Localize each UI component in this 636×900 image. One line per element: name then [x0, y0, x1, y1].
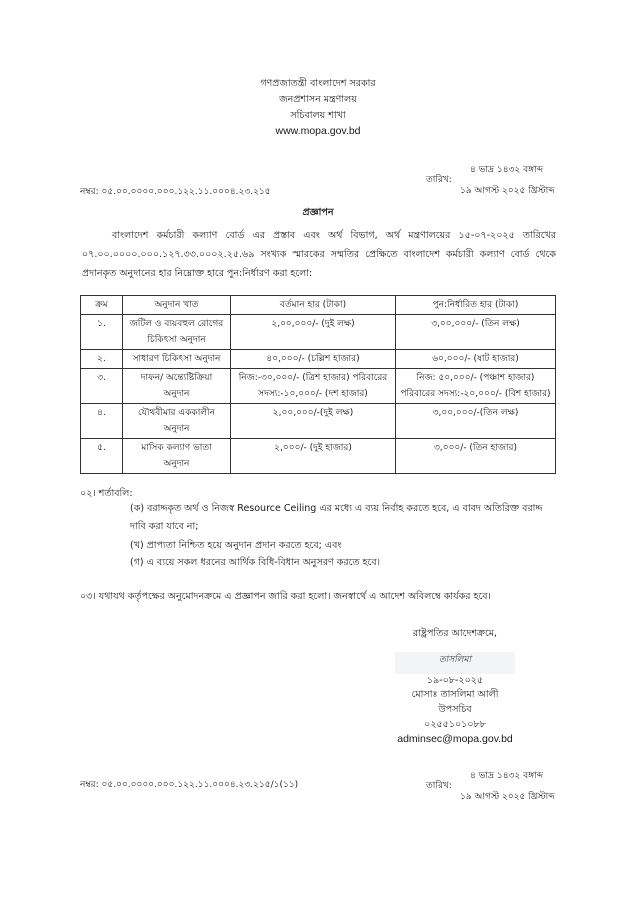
table-row [81, 315, 556, 350]
cell: ৫. [81, 439, 123, 474]
cell: জটিল ও ব্যয়বহুল রোগের চিকিৎসা অনুদান [123, 315, 231, 350]
table-row [81, 439, 556, 474]
table-row [81, 404, 556, 439]
cell: ২. [81, 350, 123, 369]
cell: ২,০০,০০০/-(দুই লক্ষ) [231, 404, 396, 439]
cell: যৌথবীমার এককালীন অনুদান [123, 404, 231, 439]
cell: সাধারণ চিকিৎসা অনুদান [123, 350, 231, 369]
column-header: বর্তমান হার (টাকা) [231, 296, 396, 315]
cell: নিজ:-৩০,০০০/- (ত্রিশ হাজার) পরিবারের সদস্য:-১০,০০০/- (দশ হাজার) [231, 369, 396, 404]
document-title: প্রজ্ঞাপন [302, 207, 334, 218]
column-header: পুন:নির্ধারিত হার (টাকা) [396, 296, 556, 315]
cell: নিজ: ৫০,০০০/- (পঞ্চাশ হাজার) পরিবারের সদস্য:-২০,০০০/- (বিশ হাজার) [396, 369, 556, 404]
cell: ৩,০০,০০০/-(তিন লক্ষ) [396, 404, 556, 439]
table-row [81, 350, 556, 369]
signatory-designation: উপসচিব [438, 704, 472, 715]
memo-number-2: নম্বর: ০৫.০০.০০০০.০০০.১২২.১১.০০০৪.২৩.২১৫/১(১১) [80, 780, 299, 790]
ministry-name: জনপ্রশাসন মন্ত্রণালয় [279, 94, 357, 105]
intro-paragraph: বাংলাদেশ কর্মচারী কল্যাণ বোর্ড এর প্রস্তাব এবং অর্থ বিভাগ, অর্থ মন্ত্রণালয়ের ১৫-০৭-২০২৫ তারিখের ০৭.০০.০০০০.০০০.১২৭.৩৩.০০০২.২৫.৬৯ সংখ্যক স্মারকের সম্মতির প্রেক্ষিতে বাংলাদেশ কর্মচারী কল্যাণ বোর্ড থেকে প্রদানকৃত অনুদানের হার নিম্নোক্ত হারে পুন:নির্ধারণ করা হলো: [82, 230, 556, 279]
date-label: তারিখ: [426, 175, 452, 185]
signature-image [395, 652, 515, 674]
signatory-email[interactable]: adminsec@mopa.gov.bd [397, 733, 513, 745]
cell: ২,০০,০০০/- (দুই লক্ষ) [231, 315, 396, 350]
condition-item: (ক) বরাদ্দকৃত অর্থ ও নিজস্ব Resource Ceiling এর মধ্যে এ ব্যয় নির্বাহ করতে হবে, এ বাবদ অতিরিক্ত বরাদ্দ দাবি করা যাবে না; [130, 503, 543, 532]
branch-name: সচিবালয় শাখা [290, 110, 346, 121]
grant-rates-table [80, 295, 556, 474]
cell: মাসিক কল্যাণ ভাতা অনুদান [123, 439, 231, 474]
condition-item: (খ) প্রাপ্যতা নিশ্চিত হয়ে অনুদান প্রদান করতে হবে; এবং [130, 540, 342, 551]
date-bangla-2: ৪ ভাদ্র ১৪৩২ বঙ্গাব্দ [470, 771, 544, 781]
signature-date: ১৯-০৮-২০২৫ [426, 675, 484, 686]
cell: ৩. [81, 369, 123, 404]
date-bangla: ৪ ভাদ্র ১৪৩২ বঙ্গাব্দ [470, 165, 544, 175]
cell: ২,০০০/- (দুই হাজার) [231, 439, 396, 474]
cell: ১. [81, 315, 123, 350]
cell: দাফন/ অন্ত্যেষ্টিক্রিয়া অনুদান [123, 369, 231, 404]
cell: ৩,০০,০০০/- (তিন লক্ষ) [396, 315, 556, 350]
date-english-2: ১৯ আগস্ট ২০২৫ খ্রিস্টাব্দ [460, 792, 555, 802]
condition-item: (গ) এ ব্যয়ে সকল ধরনের আর্থিক বিধি-বিধান অনুসরণ করতে হবে। [130, 557, 381, 568]
government-name: গণপ্রজাতন্ত্রী বাংলাদেশ সরকার [260, 78, 376, 89]
column-header: অনুদান খাত [123, 296, 231, 315]
cell: ৪. [81, 404, 123, 439]
date-label-2: তারিখ: [426, 781, 452, 791]
date-english: ১৯ আগস্ট ২০২৫ খ্রিস্টাব্দ [460, 186, 555, 196]
clause-3: ০৩। যথাযথ কর্তৃপক্ষের অনুমোদনক্রমে এ প্রজ্ঞাপন জারি করা হলো। জনস্বার্থে এ আদেশ অবিলম্বে কার্যকর হবে। [80, 591, 491, 602]
signatory-phone: ০২৫৫১০১০৮৮ [424, 719, 486, 730]
table-header-row [81, 296, 556, 315]
signature-text: তাসলিমা [438, 655, 472, 665]
website: www.mopa.gov.bd [275, 125, 361, 137]
cell: ৪০,০০০/- (চল্লিশ হাজার) [231, 350, 396, 369]
order-line: রাষ্ট্রপতির আদেশক্রমে, [412, 628, 498, 639]
cell: ৬০,০০০/- (ষাট হাজার) [396, 350, 556, 369]
cell: ৩,০০০/- (তিন হাজার) [396, 439, 556, 474]
memo-number: নম্বর: ০৫.০০.০০০০.০০০.১২২.১১.০০০৪.২৩.২১৫ [80, 187, 271, 197]
column-header: ক্রম [81, 296, 123, 315]
table-row [81, 369, 556, 404]
signatory-name: মোসাঃ তাসলিমা আলী [411, 689, 499, 700]
conditions-heading: ০২। শর্তাবলি: [80, 488, 133, 499]
